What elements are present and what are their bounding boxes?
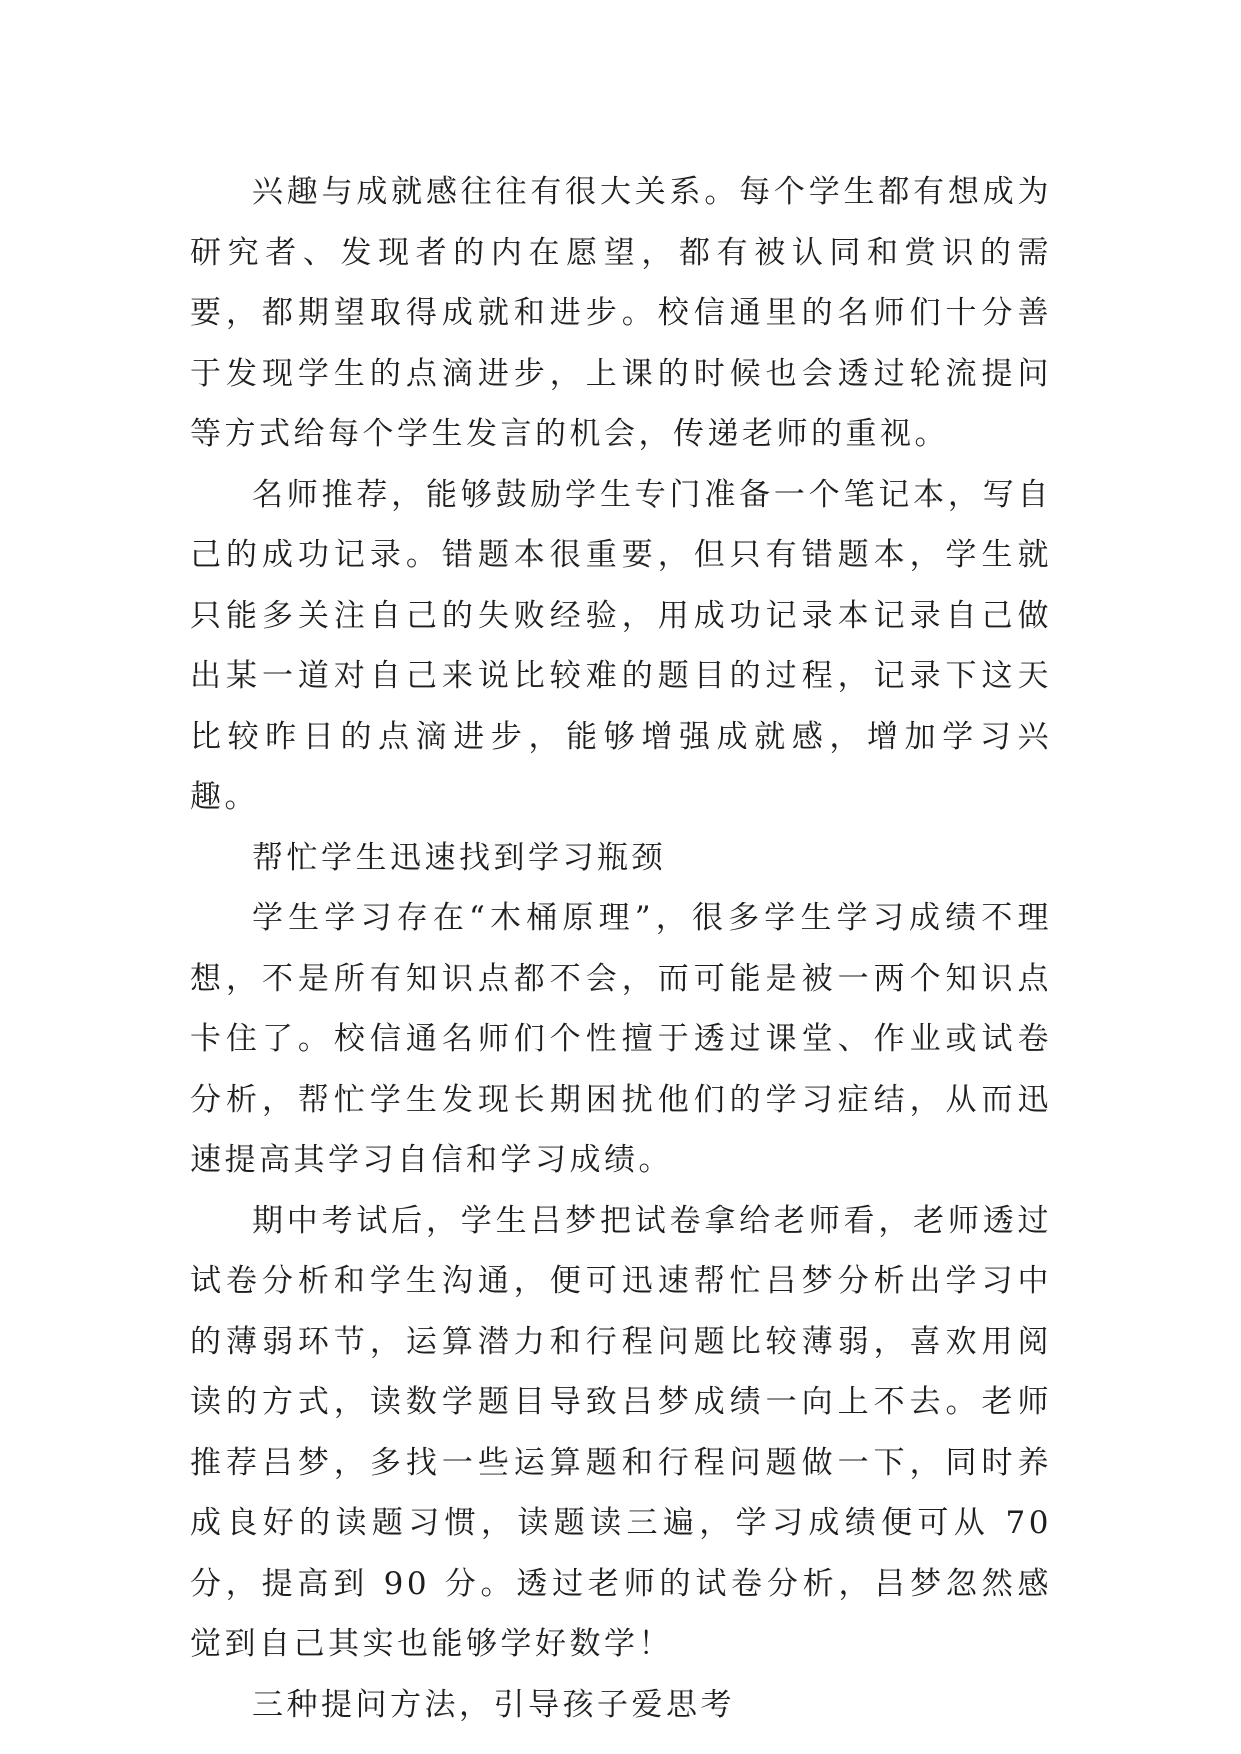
section-heading-questioning-methods: 三种提问方法，引导孩子爱思考: [252, 1686, 735, 1723]
section-heading-learning-bottleneck: 帮忙学生迅速找到学习瓶颈: [252, 839, 666, 876]
paragraph-barrel-principle: 学生学习存在“木桶原理”，很多学生学习成绩不理想，不是所有知识点都不会，而可能是被一两个知识点卡住了。校信通名师们个性擅于透过课堂、作业或试卷分析，帮忙学生发现长期困扰他们的学习症结，从而迅速提高其学习自信和学习成绩。: [190, 900, 1052, 1178]
document-body: [190, 162, 1052, 1735]
paragraph-success-notebook: 名师推荐，能够鼓励学生专门准备一个笔记本，写自己的成功记录。错题本很重要，但只有错题本，学生就只能多关注自己的失败经验，用成功记录本记录自己做出某一道对自己来说比较难的题目的过程，记录下这天比较昨日的点滴进步，能够增强成就感，增加学习兴趣。: [190, 476, 1052, 815]
paragraph-exam-analysis: 期中考试后，学生吕梦把试卷拿给老师看，老师透过试卷分析和学生沟通，便可迅速帮忙吕梦分析出学习中的薄弱环节，运算潜力和行程问题比较薄弱，喜欢用阅读的方式，读数学题目导致吕梦成绩一向上不去。老师推荐吕梦，多找一些运算题和行程问题做一下，同时养成良好的读题习惯，读题读三遍，学习成绩便可从 70 分，提高到 90 分。透过老师的试卷分析，吕梦忽然感觉到自己其实也能够学好数学！: [190, 1202, 1052, 1662]
paragraph-interest-achievement: 兴趣与成就感往往有很大关系。每个学生都有想成为研究者、发现者的内在愿望，都有被认同和赏识的需要，都期望取得成就和进步。校信通里的名师们十分善于发现学生的点滴进步，上课的时候也会透过轮流提问等方式给每个学生发言的机会，传递老师的重视。: [190, 174, 1052, 452]
